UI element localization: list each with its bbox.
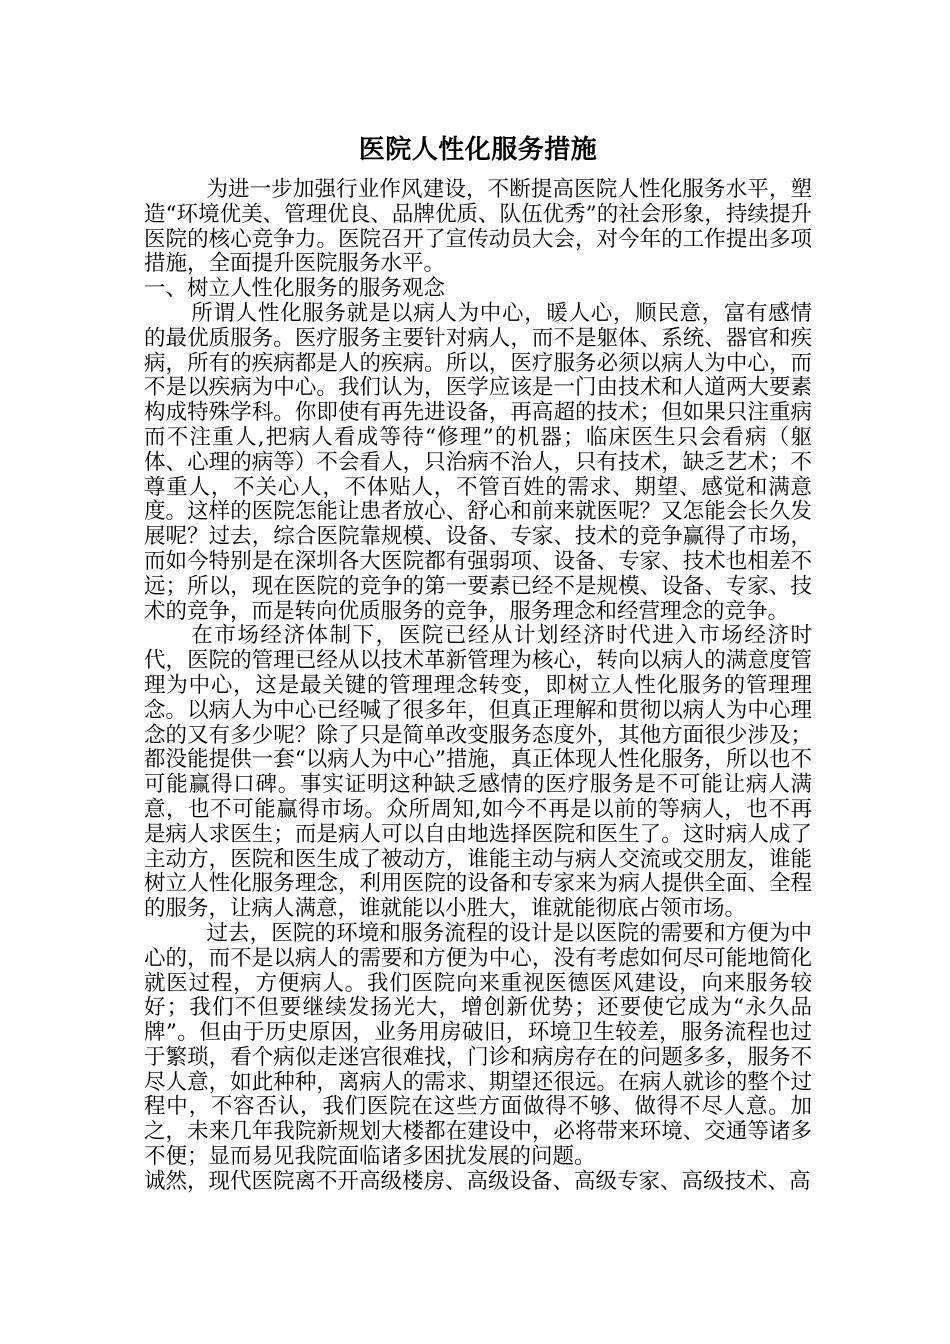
document-body: [144, 128, 812, 1195]
body-paragraph: 过去，医院的环境和服务流程的设计是以医院的需要和方便为中心的，而不是以病人的需要和方便为中心，没有考虑如何尽可能地简化就医过程，方便病人。我们医院向来重视医德医风建设，向来服务较好；我们不但要继续发扬光大，增创新优势；还要使它成为“永久品牌”。但由于历史原因，业务用房破旧，环境卫生较差，服务流程也过于繁琐，看个病似走迷宫很难找，门诊和病房存在的问题多多，服务不尽人意，如此种种，离病人的需求、期望还很远。在病人就诊的整个过程中，不容否认，我们医院在这些方面做得不够、做得不尽人意。加之，未来几年我院新规划大楼都在建设中，必将带来环境、交通等诸多不便；显而易见我院面临诸多困扰发展的问题。: [144, 920, 812, 1170]
body-paragraph: 所谓人性化服务就是以病人为中心，暖人心，顺民意，富有感情的最优质服务。医疗服务主要针对病人，而不是躯体、系统、器官和疾病，所有的疾病都是人的疾病。所以，医疗服务必须以病人为中心，而不是以疾病为中心。我们认为，医学应该是一门由技术和人道两大要素构成特殊学科。你即使有再先进设备，再高超的技术；但如果只注重病而不注重人,把病人看成等待“修理”的机器；临床医生只会看病（躯体、心理的病等）不会看人，只治病不治人，只有技术，缺乏艺术；不尊重人，不关心人，不体贴人，不管百姓的需求、期望、感觉和满意度。这样的医院怎能让患者放心、舒心和前来就医呢？又怎能会长久发展呢？过去，综合医院靠规模、设备、专家、技术的竞争赢得了市场，而如今特别是在深圳各大医院都有强弱项、设备、专家、技术也相差不远；所以，现在医院的竞争的第一要素已经不是规模、设备、专家、技术的竞争，而是转向优质服务的竞争，服务理念和经营理念的竞争。: [144, 300, 812, 624]
body-paragraph: 在市场经济体制下，医院已经从计划经济时代进入市场经济时代，医院的管理已经从以技术革新管理为核心，转向以病人的满意度管理为中心，这是最关键的管理理念转变，即树立人性化服务的管理理念。以病人为中心已经喊了很多年，但真正理解和贯彻以病人为中心理念的又有多少呢？除了只是简单改变服务态度外，其他方面很少涉及；都没能提供一套“以病人为中心”措施，真正体现人性化服务，所以也不可能赢得口碑。事实证明这种缺乏感情的医疗服务是不可能让病人满意，也不可能赢得市场。众所周知,如今不再是以前的等病人，也不再是病人求医生；而是病人可以自由地选择医院和医生了。这时病人成了主动方，医院和医生成了被动方，谁能主动与病人交流或交朋友，谁能树立人性化服务理念，利用医院的设备和专家来为病人提供全面、全程的服务，让病人满意，谁就能以小胜大，谁就能彻底占领市场。: [144, 623, 812, 922]
page-title: 医院人性化服务措施: [358, 135, 598, 165]
section-heading: 一、树立人性化服务的服务观念: [144, 276, 446, 302]
body-paragraph: 诚然，现代医院离不开高级楼房、高级设备、高级专家、高级技术、高: [144, 1168, 811, 1194]
intro-paragraph: 为进一步加强行业作风建设，不断提高医院人性化服务水平，塑造“环境优美、管理优良、品牌优质、队伍优秀”的社会形象，持续提升医院的核心竞争力。医院召开了宣传动员大会，对今年的工作提出多项措施，全面提升医院服务水平。: [144, 177, 812, 277]
